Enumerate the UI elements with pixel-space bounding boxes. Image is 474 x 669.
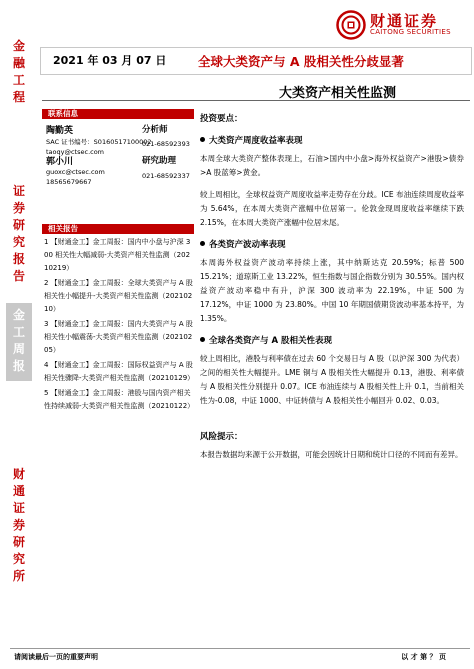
section-title: 全球各类资产与 A 股相关性表现: [209, 336, 332, 346]
section-paragraph: 较上周相比，全球权益资产周度收益率走势存在分歧。ICE 布油连续周度收益率为 5.64%，在本周大类资产涨幅中位居第一。伦敦金现周度收益率继续下跌 2.15%，在本周大类资产涨幅中位居末尾。: [200, 190, 464, 227]
footer-divider: [10, 648, 470, 649]
logo-name-en: CAITONG SECURITIES: [370, 28, 451, 36]
side-char: 究: [12, 552, 25, 566]
side-firm-label: [8, 466, 30, 585]
section-heading-correlation: [200, 334, 464, 346]
analyst-cert: SAC 证书编号：S0160517100002: [46, 138, 152, 146]
side-char: 研: [12, 218, 25, 232]
side-char: 金: [12, 39, 25, 53]
risk-heading: 风险提示：: [200, 432, 243, 442]
side-char: 所: [12, 569, 25, 583]
assistant-phone: 021-68592337: [142, 172, 190, 180]
section-paragraph: 较上周相比，港股与利率债在过去 60 个交易日与 A 股（以沪深 300 为代表）之间的相关性大幅提升。LME 铜与 A 股相关性大幅提升 0.13，港股、利率债与 A 股相关性分别提升 0.07。ICE 布油连续与 A 股相关性上升 0.1，当前相关性为-0.08，中证 1000、中证转债与 A 股相关性小幅回升 0.02、0.03。: [200, 354, 464, 405]
side-char: 程: [12, 90, 25, 104]
bullet-icon: [200, 241, 205, 246]
related-reports-heading: 相关报告: [42, 224, 194, 234]
analyst-name: 陶勤英: [46, 126, 74, 136]
subtitle-divider: [42, 100, 470, 101]
left-sidebar: [0, 0, 38, 669]
related-report-item[interactable]: 3 【财通金工】金工周报：国内大类资产与 A 股相关性小幅震荡-大类资产相关性监测（20210205）: [44, 320, 193, 354]
related-report-item[interactable]: 4 【财通金工】金工周报：国际权益资产与 A 股相关性骤降-大类资产相关性监测（20210129）: [44, 361, 195, 382]
caitong-logo-icon: [336, 10, 366, 40]
assistant-name: 郭小川: [46, 157, 74, 167]
side-char: 金: [12, 308, 25, 322]
side-char: 通: [12, 484, 25, 498]
assistant-role: 研究助理: [142, 156, 177, 166]
related-report-item[interactable]: 2 【财通金工】金工周报：全球大类资产与 A 股相关性小幅提升-大类资产相关性监测（20210210）: [44, 279, 193, 313]
summary-heading: 投资要点：: [200, 114, 243, 124]
footer-page-number: 以 才 第 ？ 页: [401, 653, 446, 661]
section-paragraph: 本周海外权益资产波动率持续上涨，其中纳斯达克 20.59%；标普 500 15.21%；道琼斯工业 13.22%，恒生指数与国企指数分别为 30.55%。国内权益资产波动率稳中有升，沪深 300 波动率为 22.19%，中证 500 为 17.12%，中证 1000 为 23.80%。中国 10 年期国债期货波动率基本持平，为 1.35%。: [200, 258, 464, 323]
bullet-icon: [200, 337, 205, 342]
side-char: 券: [12, 201, 25, 215]
side-weekly-badge: [6, 303, 32, 381]
related-reports-list: [44, 236, 194, 415]
side-char: 报: [12, 359, 25, 373]
side-char: 证: [12, 501, 25, 515]
related-report-item[interactable]: 5 【财通金工】金工周报：港股与国内资产相关性持续减弱-大类资产相关性监测（20210122）: [44, 389, 195, 410]
logo-name-cn: 财通证券: [370, 12, 439, 30]
side-char: 工: [12, 325, 25, 339]
side-report-type-label: [8, 183, 30, 285]
report-date: 2021 年 03 月 07 日: [53, 54, 167, 67]
footer-disclaimer-link[interactable]: 请阅读最后一页的重要声明: [14, 653, 98, 661]
analyst-phone: 021-68592393: [142, 140, 190, 148]
investment-summary: [200, 112, 464, 470]
side-char: 证: [12, 184, 25, 198]
assistant-email[interactable]: guoxc@ctsec.com: [46, 168, 105, 176]
side-char: 告: [12, 269, 25, 283]
assistant-mobile: 18565679667: [46, 178, 92, 186]
section-heading-returns: [200, 134, 464, 146]
section-paragraph: 本周全球大类资产整体表现上，石油>国内中小盘>海外权益资产>港股>债券>A 股蓝筹>黄金。: [200, 154, 464, 177]
side-industry-label: [8, 38, 30, 106]
side-char: 周: [12, 342, 25, 356]
side-char: 研: [12, 535, 25, 549]
side-char: 工: [12, 73, 25, 87]
bullet-icon: [200, 137, 205, 142]
analyst-role: 分析师: [142, 125, 168, 135]
report-title: 全球大类资产与 A 股相关性分歧显著: [198, 54, 404, 69]
company-logo: [336, 10, 466, 40]
risk-text: 本报告数据均来源于公开数据，可能会因统计日期和统计口径的不同而有差异。: [200, 450, 463, 459]
related-report-item[interactable]: 1 【财通金工】金工周报：国内中小盘与沪深 300 相关性大幅减弱-大类资产相关性监测（20210219）: [44, 238, 191, 272]
side-char: 券: [12, 518, 25, 532]
section-title: 大类资产周度收益率表现: [209, 136, 303, 146]
contact-heading: 联系信息: [42, 109, 194, 119]
section-heading-volatility: [200, 238, 464, 250]
analyst-email[interactable]: taoqy@ctsec.com: [46, 148, 105, 156]
side-char: 报: [12, 252, 25, 266]
side-char: 究: [12, 235, 25, 249]
side-char: 融: [12, 56, 25, 70]
side-char: 财: [12, 467, 25, 481]
section-title: 各类资产波动率表现: [209, 240, 286, 250]
report-subtitle: 大类资产相关性监测: [278, 86, 396, 101]
